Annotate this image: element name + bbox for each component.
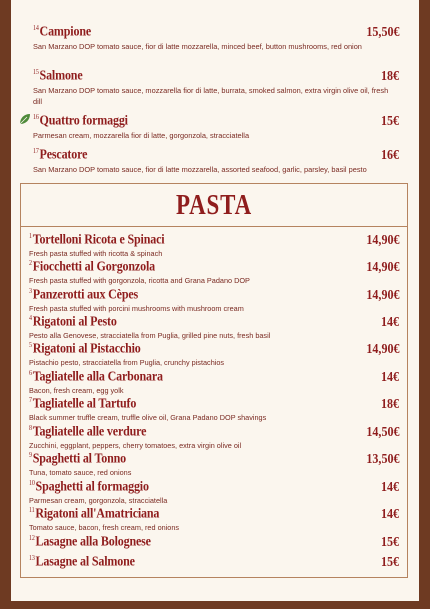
menu-item bbox=[29, 369, 399, 396]
item-name: $^{13}$Lasagne al Salmone bbox=[29, 554, 135, 570]
item-name: $^4$Rigatoni al Pesto bbox=[29, 314, 117, 330]
menu-item bbox=[29, 259, 399, 286]
item-name: $^{14}$Campione bbox=[33, 24, 92, 40]
item-description: Parmesan cream, gorgonzola, stracciatella bbox=[29, 495, 168, 505]
item-name: $^9$Spaghetti al Tonno bbox=[29, 451, 126, 467]
item-description: San Marzano DOP tomato sauce, fior di latte mozzarella, assorted seafood, garlic, parsley, basil pesto bbox=[33, 164, 367, 174]
menu-item bbox=[29, 314, 399, 341]
pasta-section bbox=[20, 183, 408, 578]
item-description: Black summer truffle cream, truffle olive oil, Grana Padano DOP shavings bbox=[29, 412, 267, 422]
item-name: $^6$Tagliatelle alla Carbonara bbox=[29, 369, 163, 385]
item-description: Fresh pasta stuffed with ricotta & spinach bbox=[29, 248, 163, 258]
item-price: 15€ bbox=[380, 534, 399, 550]
item-description: Fresh pasta stuffed with porcini mushrooms with mushroom cream bbox=[29, 303, 244, 313]
item-price: 14€ bbox=[380, 314, 399, 330]
item-price: 18€ bbox=[380, 68, 399, 84]
item-name: $^{17}$Pescatore bbox=[33, 147, 88, 163]
item-price: 14,90€ bbox=[365, 341, 399, 357]
item-description: Bacon, fresh cream, egg yolk bbox=[29, 385, 124, 395]
item-price: 16€ bbox=[380, 147, 399, 163]
item-price: 14,90€ bbox=[365, 287, 399, 303]
item-price: 14,90€ bbox=[365, 232, 399, 248]
menu-item bbox=[29, 424, 399, 451]
menu-item bbox=[29, 232, 399, 259]
item-price: 14€ bbox=[380, 506, 399, 522]
item-price: 13,50€ bbox=[365, 451, 399, 467]
menu-item bbox=[29, 506, 399, 533]
item-name: $^2$Fiocchetti al Gorgonzola bbox=[29, 259, 155, 275]
menu-item bbox=[33, 113, 399, 141]
item-price: 15€ bbox=[380, 113, 399, 129]
menu-item bbox=[29, 396, 399, 423]
item-description: Parmesan cream, mozzarella fior di latte, gorgonzola, stracciatella bbox=[33, 130, 250, 140]
item-description: Pesto alla Genovese, stracciatella from Puglia, grilled pine nuts, fresh basil bbox=[29, 330, 271, 340]
item-price: 15,50€ bbox=[365, 24, 399, 40]
menu-item bbox=[29, 479, 399, 506]
menu-item bbox=[29, 341, 399, 368]
item-price: 14,50€ bbox=[365, 424, 399, 440]
item-description: Fresh pasta stuffed with gorgonzola, ricotta and Grana Padano DOP bbox=[29, 275, 250, 285]
item-name: $^{10}$Spaghetti al formaggio bbox=[29, 479, 149, 495]
item-price: 18€ bbox=[380, 396, 399, 412]
item-price: 15€ bbox=[380, 554, 399, 570]
divider bbox=[21, 226, 407, 227]
section-title: PASTA bbox=[176, 190, 252, 221]
item-description: San Marzano DOP tomato sauce, mozzarella fior di latte, burrata, smoked salmon, extra virgin olive oil, fresh dill bbox=[33, 85, 389, 107]
item-price: 14,90€ bbox=[365, 259, 399, 275]
menu-page bbox=[11, 0, 419, 601]
menu-item bbox=[29, 554, 399, 571]
item-name: $^{11}$Rigatoni all'Amatriciana bbox=[29, 506, 160, 522]
item-description: Tomato sauce, bacon, fresh cream, red onions bbox=[29, 522, 180, 532]
item-price: 14€ bbox=[380, 369, 399, 385]
menu-item bbox=[33, 24, 399, 52]
item-description: Tuna, tomato sauce, red onions bbox=[29, 467, 132, 477]
item-price: 14€ bbox=[380, 479, 399, 495]
item-name: $^8$Tagliatelle alle verdure bbox=[29, 424, 147, 440]
menu-item bbox=[33, 147, 399, 175]
menu-item bbox=[29, 451, 399, 478]
item-name: $^{16}$Quattro formaggi bbox=[33, 113, 128, 129]
item-name: $^{12}$Lasagne alla Bolognese bbox=[29, 534, 151, 550]
leaf-icon bbox=[19, 113, 31, 125]
item-name: $^5$Rigatoni al Pistacchio bbox=[29, 341, 141, 357]
item-name: $^1$Tortelloni Ricota e Spinaci bbox=[29, 232, 165, 248]
item-name: $^3$Panzerotti aux Cèpes bbox=[29, 287, 139, 303]
item-description: San Marzano DOP tomato sauce, fior di latte mozzarella, minced beef, button mushrooms, red onion bbox=[33, 41, 362, 51]
item-description: Zucchini, eggplant, peppers, cherry tomatoes, extra virgin olive oil bbox=[29, 440, 242, 450]
item-name: $^7$Tagliatelle al Tartufo bbox=[29, 396, 137, 412]
menu-item bbox=[29, 287, 399, 314]
menu-item bbox=[29, 534, 399, 551]
item-name: $^{15}$Salmone bbox=[33, 68, 83, 84]
item-description: Pistachio pesto, stracciatella from Puglia, crunchy pistachios bbox=[29, 357, 225, 367]
menu-item bbox=[33, 68, 399, 108]
